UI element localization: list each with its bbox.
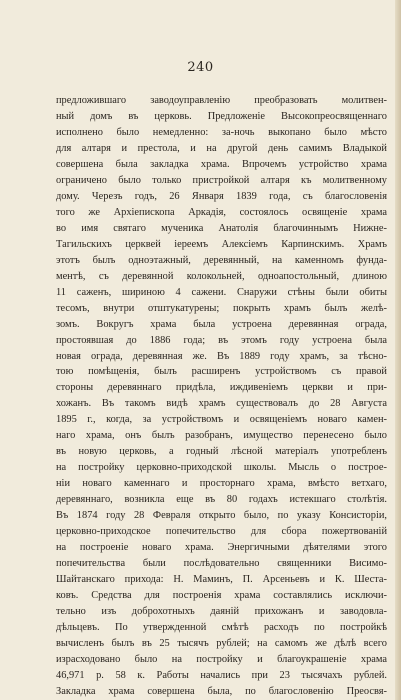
text-line: хожанъ. Въ такомъ видѣ храмъ существовалъ до 28 Августа [56,398,387,410]
text-line: этотъ былъ одноэтажный, деревянный, на каменномъ фунда- [56,254,387,266]
text-line: Шайтанскаго прихода: Н. Маминъ, П. Арсеньевъ и К. Шеста- [56,574,387,586]
text-line: стороны деревяннаго придѣла, иждивеніемъ церкви и при- [56,382,387,394]
text-line: того же Архіепископа Аркадія, состоялось освященіе храма [56,206,387,218]
text-line: израсходовано было на постройку и благоукрашеніе храма [56,653,387,665]
text-line: Закладка храма совершена была, по благословенію Преосвя- [56,685,387,697]
text-line: ограничено было только пристройкой алтаря къ молитвенному [56,174,387,186]
text-line: 46,971 р. 58 к. Работы начались при 23 тысячахъ рублей. [56,669,387,681]
text-line: попечительства были послѣдовательно священники Висимо- [56,558,387,570]
body-text [56,93,387,700]
text-line: во имя святаго мученика Анатолія благочиннымъ Нижне- [56,222,387,234]
page-number: 240 [187,60,214,75]
text-line: Тагильскихъ церквей іереемъ Алексіемъ Карпинскимъ. Храмъ [56,238,387,250]
text-line: ментѣ, съ деревянной колокольней, одноапостольный, длиною [56,270,387,282]
text-line: на построеніе новаго храма. Энергичными дѣятелями этого [56,542,387,554]
text-line: предложившаго заводоуправленію преобразовать молитвен- [56,95,387,106]
text-line: ковъ. Средства для построенія храма составлялись исключи- [56,590,387,602]
text-line: зомъ. Вокругъ храма была устроена деревянная ограда, [56,318,387,330]
text-line: вычисленъ былъ въ 25 тысячъ рублей; на самомъ же дѣлѣ всего [56,637,387,649]
text-line: деревяннаго, возникла еще въ 80 годахъ истекшаго столѣтія. [56,494,387,506]
text-line: Въ 1874 году 28 Февраля открыто было, по указу Консисторіи, [56,510,387,522]
text-line: исполнено было немедленно: за-ночь выкопано было мѣсто [56,126,387,138]
text-line: тельно изъ доброхотныхъ даяній прихожанъ и заводовла- [56,606,387,617]
text-line: тесомъ, внутри отштукатурены; покрыть храмъ былъ желѣ- [56,302,387,314]
text-line: дому. Черезъ годъ, 26 Января 1839 года, съ благословенія [56,190,387,202]
text-line: 1895 г., когда, за устройствомъ и освященіемъ новаго камен- [56,414,387,426]
text-line: простоявшая до 1886 года; въ этомъ году устроена была [56,334,387,346]
text-line: ніи новаго каменнаго и просторнаго храма, вмѣсто ветхаго, [56,478,387,490]
text-line: въ новую церковь, а годный лѣсной матеріалъ употребленъ [56,446,387,458]
text-line: 11 саженъ, шириною 4 сажени. Снаружи стѣны были обиты [56,286,387,298]
text-line: наго храма, онъ былъ разобранъ, имущество перенесено было [56,430,387,442]
text-line: совершена была закладка храма. Впрочемъ устройство храма [56,158,387,170]
text-line: дѣльцевъ. По утвержденной смѣтѣ расходъ по постройкѣ [56,621,387,633]
page-edge [395,0,401,700]
text-line: на постройку церковно-приходской школы. Мысль о построе- [56,462,387,474]
text-line: для алтаря и престола, и на другой день самимъ Владыкой [56,142,387,154]
text-line: тою помѣщенія, былъ расширенъ устройствомъ съ правой [56,366,387,378]
text-line: ный домъ въ церковь. Предложеніе Высокопреосвященнаго [56,110,387,122]
text-line: новая ограда, деревянная же. Въ 1889 году храмъ, за тѣсно- [56,350,387,362]
text-line: церковно-приходское попечительство для сбора пожертвованій [56,526,387,538]
